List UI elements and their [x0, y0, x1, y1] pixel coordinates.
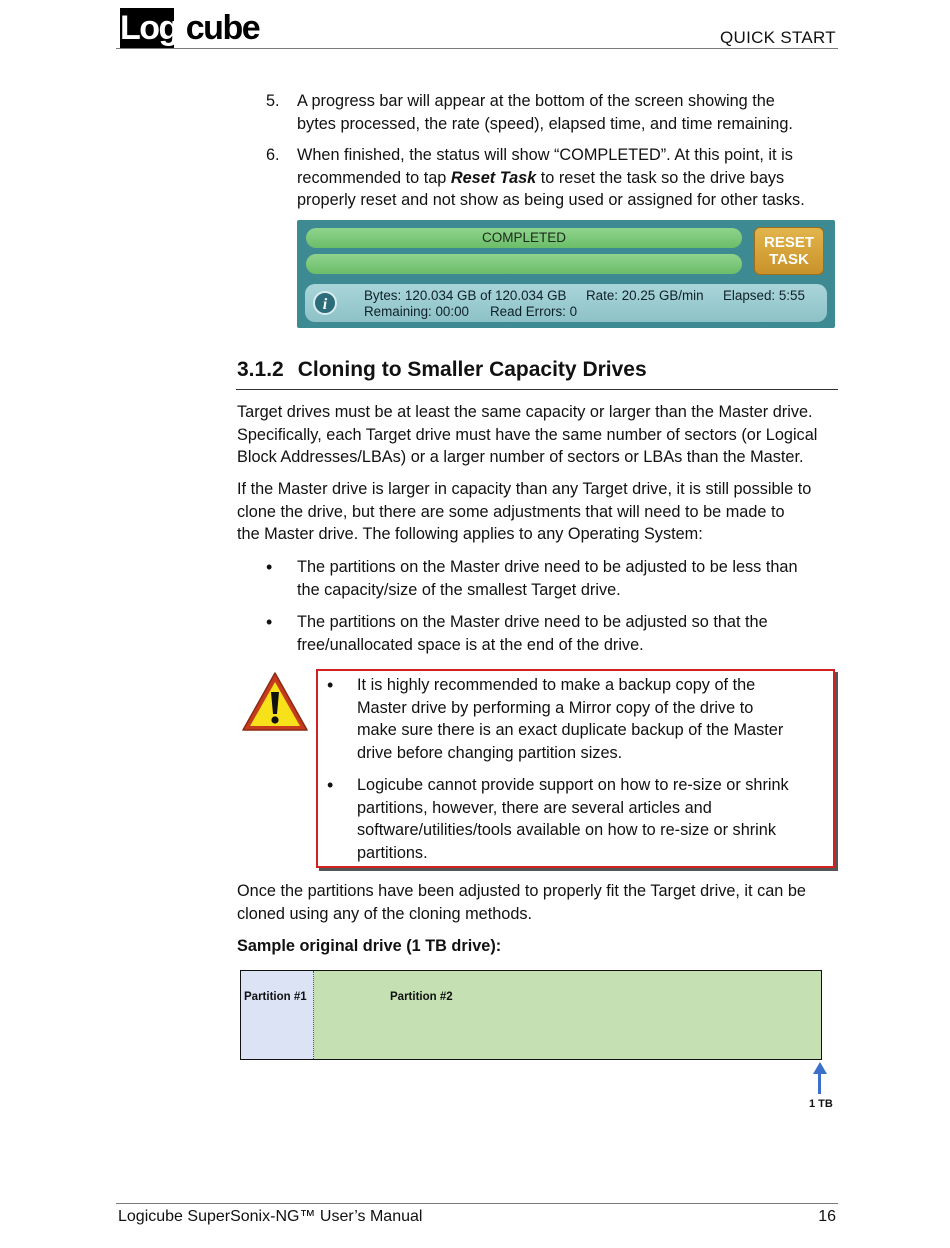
step-number: 5.	[266, 92, 280, 110]
sample-drive-heading: Sample original drive (1 TB drive):	[237, 937, 502, 955]
step-number: 6.	[266, 146, 280, 164]
partition-2-block	[314, 971, 821, 1059]
reset-task-emphasis: Reset Task	[450, 168, 537, 187]
partition-1-block	[241, 971, 314, 1059]
warning-line: drive before changing partition sizes.	[357, 743, 623, 762]
bullet-icon: •	[327, 775, 334, 795]
reset-task-button[interactable]: RESET TASK	[754, 227, 824, 275]
step-5-text	[297, 90, 817, 135]
warning-line: software/utilities/tools available on how to re-size or shrink	[357, 821, 776, 839]
arrow-shaft	[818, 1072, 821, 1094]
section-title: Cloning to Smaller Capacity Drives	[297, 358, 647, 381]
drive-partition-diagram	[240, 970, 822, 1060]
section-heading	[237, 358, 647, 382]
paragraph-line: cloned using any of the cloning methods.	[237, 904, 533, 923]
elapsed-value: Elapsed: 5:55	[723, 288, 805, 303]
footer-manual-title: Logicube SuperSonix-NG™ User’s Manual	[118, 1208, 423, 1225]
step-6-line-1: When finished, the status will show “COMPLETED”. At this point, it is	[297, 146, 793, 164]
paragraph-line: Once the partitions have been adjusted to properly fit the Target drive, it can be	[237, 882, 806, 900]
warning-item	[357, 674, 827, 764]
section-rule	[236, 389, 838, 390]
status-label: COMPLETED	[481, 230, 566, 245]
step-6-line-3: properly reset and not show as being used or assigned for other tasks.	[297, 191, 805, 209]
paragraph-line: If the Master drive is larger in capacity than any Target drive, it is still possible to	[237, 480, 812, 498]
warning-line: Logicube cannot provide support on how to re-size or shrink	[357, 776, 789, 794]
paragraph-master-larger	[237, 478, 842, 546]
warning-icon	[240, 670, 310, 734]
bullet-line: the capacity/size of the smallest Target drive.	[297, 580, 621, 599]
warning-item	[357, 774, 827, 864]
logicube-logo: Logicube	[120, 9, 260, 47]
footer-rule	[116, 1203, 838, 1204]
paragraph-once-adjusted	[237, 880, 842, 925]
partition-1-label: Partition #1	[244, 991, 307, 1003]
header-rule	[116, 48, 838, 49]
completed-status-screenshot	[297, 220, 835, 328]
bullet-item	[297, 556, 837, 601]
warning-line: partitions, however, there are several articles and	[357, 798, 712, 817]
paragraph-line: the Master drive. The following applies to any Operating System:	[237, 525, 703, 543]
page-number: 16	[818, 1208, 836, 1225]
warning-line: Master drive by performing a Mirror copy of the drive to	[357, 698, 754, 717]
drive-size-label: 1 TB	[809, 1098, 833, 1110]
rate-value: Rate: 20.25 GB/min	[586, 288, 704, 303]
transfer-info-panel	[305, 284, 827, 322]
paragraph-target-capacity	[237, 401, 842, 469]
warning-line: make sure there is an exact duplicate backup of the Master	[357, 721, 784, 739]
bullet-line: free/unallocated space is at the end of the drive.	[297, 635, 644, 654]
bullet-line: The partitions on the Master drive need to be adjusted to be less than	[297, 558, 798, 576]
step-5-line-1: A progress bar will appear at the bottom of the screen showing the	[297, 92, 775, 110]
status-progress-bar	[306, 228, 742, 248]
bullet-icon: •	[327, 675, 334, 695]
warning-line: It is highly recommended to make a backup copy of the	[357, 676, 756, 694]
remaining-value: Remaining: 00:00	[364, 304, 469, 319]
read-errors-value: Read Errors: 0	[490, 304, 578, 319]
warning-line: partitions.	[357, 843, 428, 862]
bullet-icon: •	[266, 557, 273, 577]
header-section-label: QUICK START	[719, 28, 836, 47]
bullet-item	[297, 611, 837, 656]
bullet-icon: •	[266, 612, 273, 632]
paragraph-line: Specifically, each Target drive must have the same number of sectors (or Logical	[237, 425, 818, 444]
paragraph-line: Block Addresses/LBAs) or a larger number of sectors or LBAs than the Master.	[237, 448, 804, 466]
secondary-progress-bar	[306, 254, 742, 274]
step-6-line-2: recommended to tap Reset Task to reset the task so the drive bays	[297, 168, 785, 187]
section-number: 3.1.2	[237, 358, 284, 381]
info-icon[interactable]: i	[313, 291, 337, 315]
partition-2-label: Partition #2	[390, 991, 453, 1003]
step-6-text	[297, 144, 837, 212]
paragraph-line: Target drives must be at least the same capacity or larger than the Master drive.	[237, 403, 813, 421]
step-5-line-2: bytes processed, the rate (speed), elapsed time, and time remaining.	[297, 114, 793, 133]
paragraph-line: clone the drive, but there are some adjustments that will need to be made to	[237, 502, 785, 521]
bytes-value: Bytes: 120.034 GB of 120.034 GB	[364, 288, 567, 303]
bullet-line: The partitions on the Master drive need to be adjusted so that the	[297, 613, 768, 631]
